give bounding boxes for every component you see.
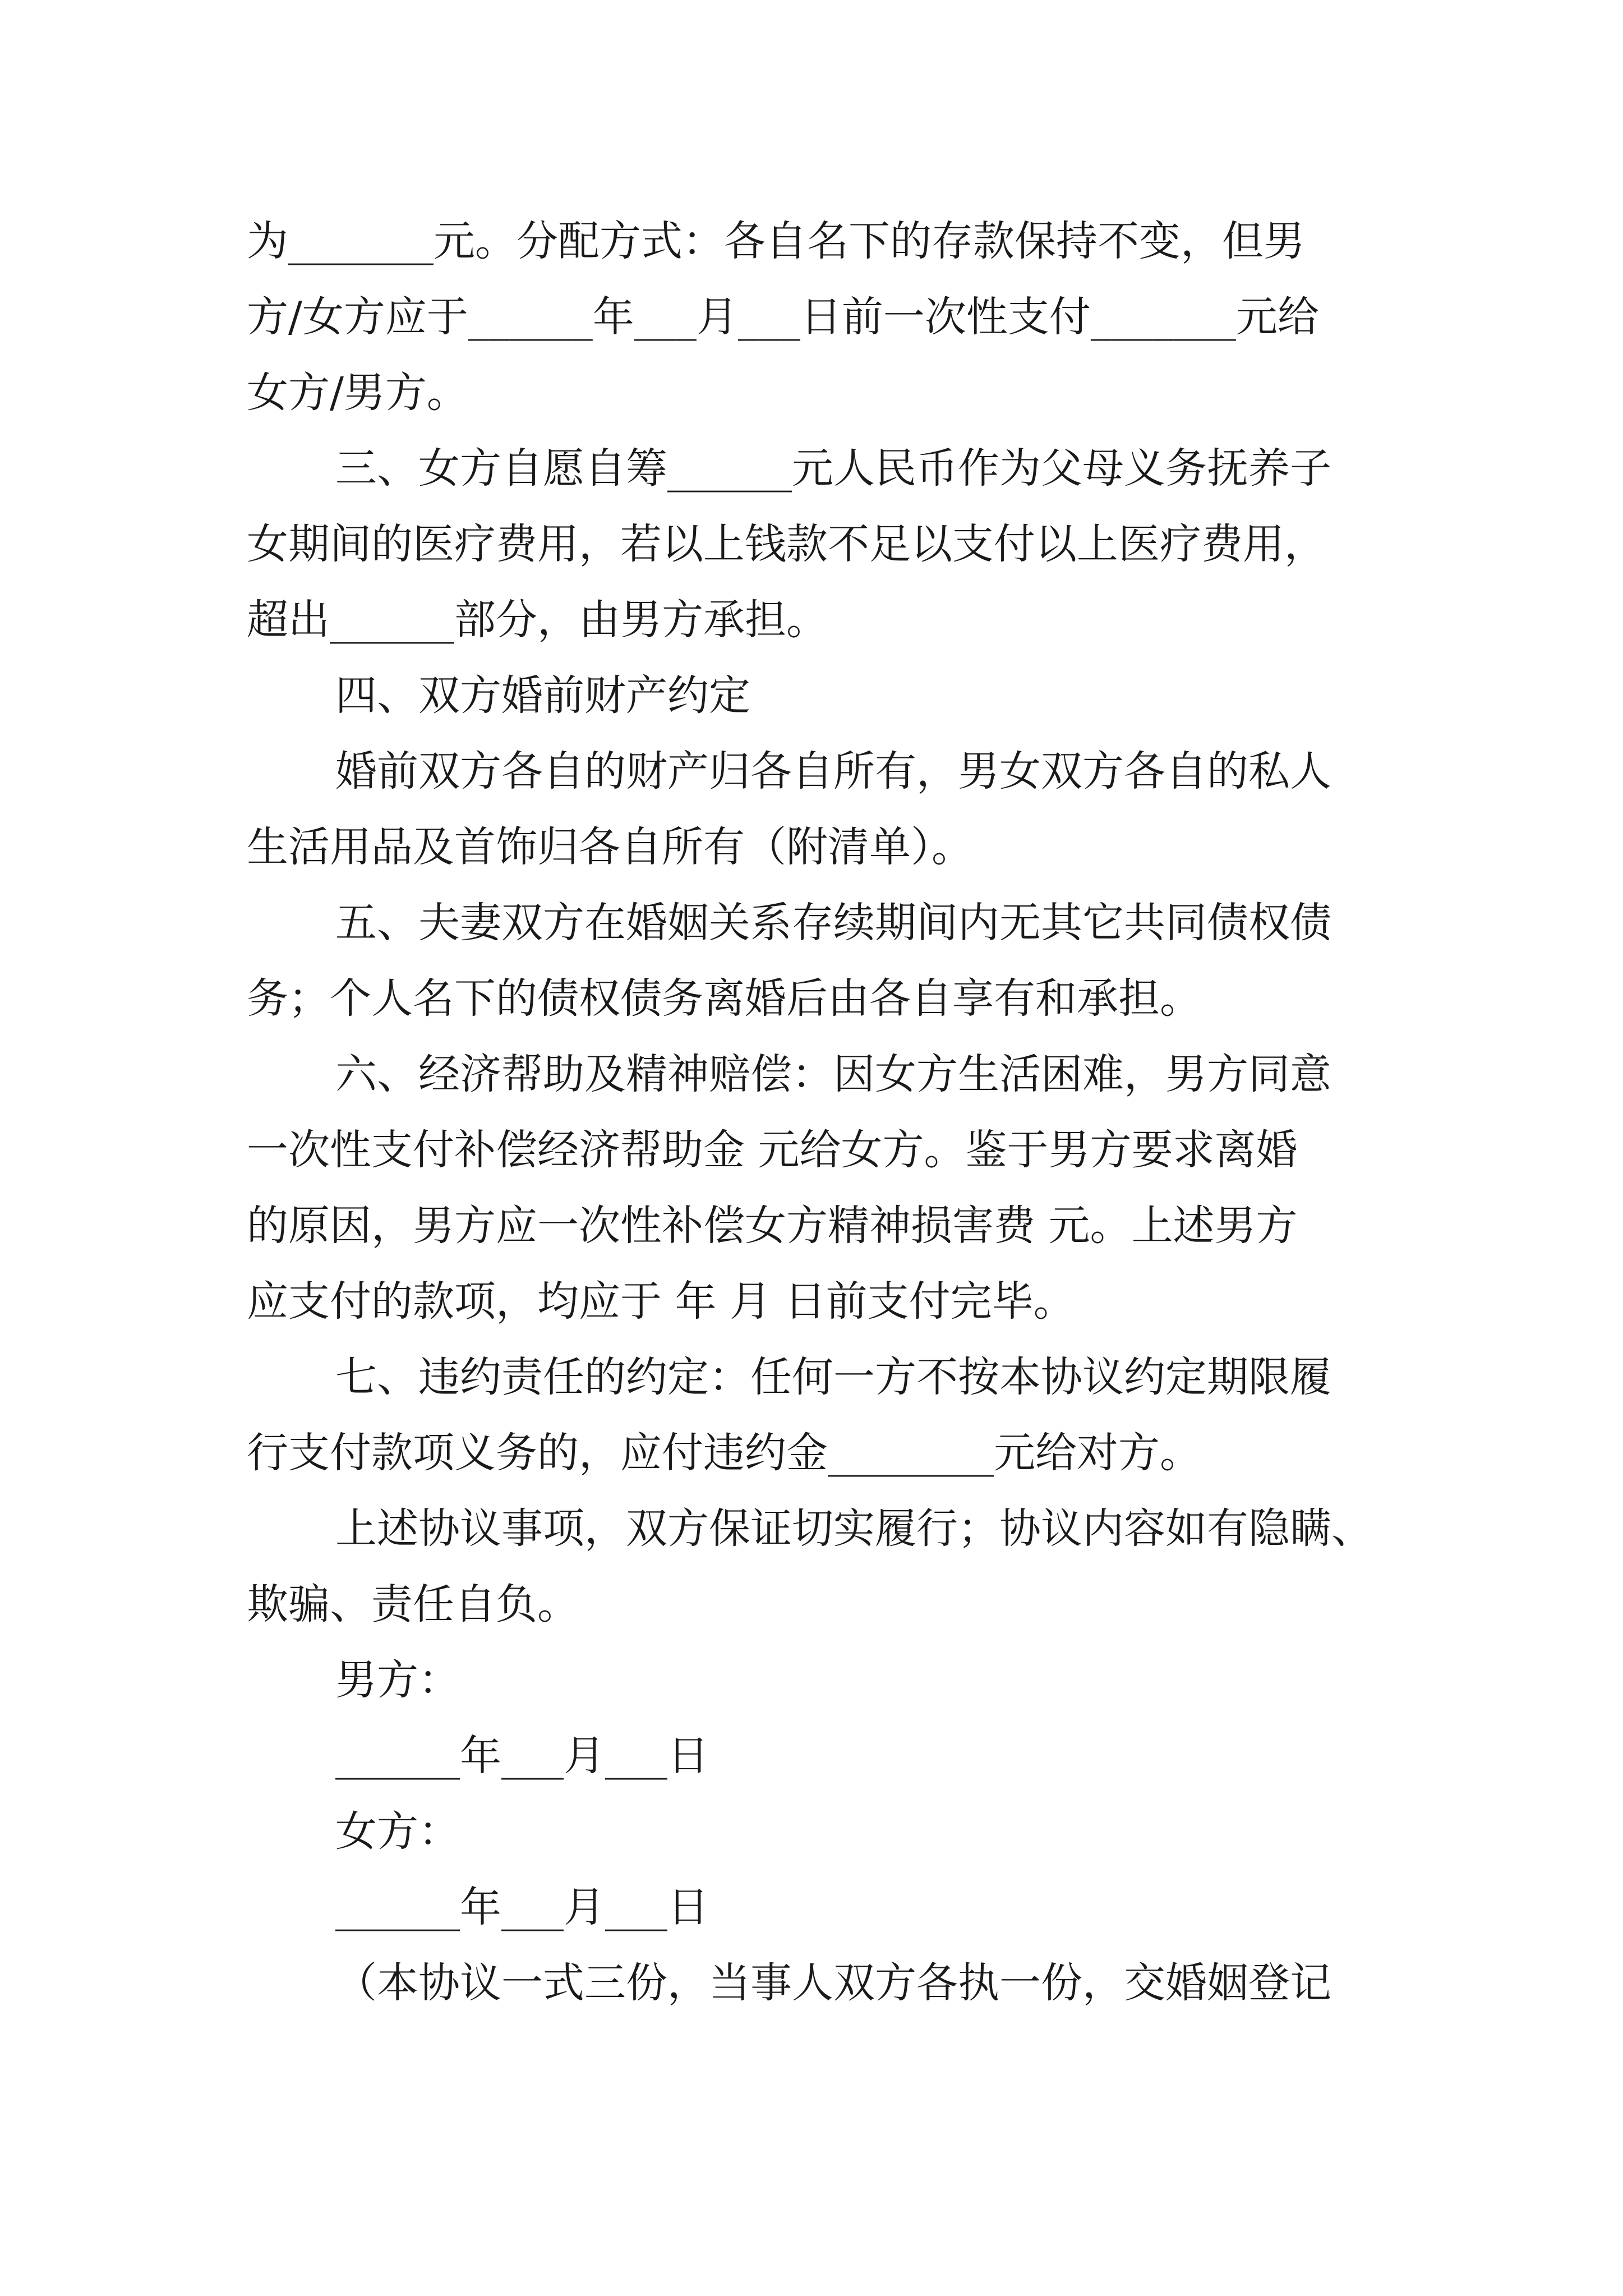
text-line: 生活用品及首饰归各自所有（附清单）。 bbox=[247, 823, 973, 871]
text-line: 行支付款项义务的，应付违约金________元给对方。 bbox=[247, 1429, 1201, 1477]
text-line: 一次性支付补偿经济帮助金 元给女方。鉴于男方要求离婚 bbox=[247, 1126, 1298, 1174]
text-line: 欺骗、责任自负。 bbox=[247, 1580, 579, 1628]
text-line: 七、违约责任的约定：任何一方不按本协议约定期限履 bbox=[335, 1353, 1331, 1401]
text-line: 三、女方自愿自筹______元人民币作为父母义务抚养子 bbox=[335, 444, 1331, 493]
text-line: 应支付的款项，均应于 年 月 日前支付完毕。 bbox=[247, 1277, 1075, 1326]
section-heading: 四、双方婚前财产约定 bbox=[335, 671, 750, 720]
signature-date-female: ______年___月___日 bbox=[335, 1883, 709, 1931]
text-line: （本协议一式三份，当事人双方各执一份，交婚姻登记 bbox=[335, 1959, 1331, 2007]
text-line: 的原因，男方应一次性补偿女方精神损害费 元。上述男方 bbox=[247, 1202, 1298, 1250]
text-line: 女方/男方。 bbox=[247, 369, 468, 417]
signature-label-female: 女方： bbox=[335, 1807, 460, 1856]
text-line: 超出______部分，由男方承担。 bbox=[247, 596, 828, 644]
text-line: 五、夫妻双方在婚姻关系存续期间内无其它共同债权债 bbox=[335, 899, 1331, 947]
text-line: 女期间的医疗费用，若以上钱款不足以支付以上医疗费用， bbox=[247, 520, 1326, 568]
text-line: 婚前双方各自的财产归各自所有，男女双方各自的私人 bbox=[335, 747, 1331, 795]
text-line: 务；个人名下的债权债务离婚后由各自享有和承担。 bbox=[247, 974, 1201, 1023]
signature-date-male: ______年___月___日 bbox=[335, 1732, 709, 1780]
text-line: 方/女方应于______年___月___日前一次性支付_______元给 bbox=[247, 293, 1319, 341]
text-line: 为_______元。分配方式：各自名下的存款保持不变，但男 bbox=[247, 217, 1305, 265]
text-line: 六、经济帮助及精神赔偿：因女方生活困难，男方同意 bbox=[335, 1050, 1331, 1098]
signature-label-male: 男方： bbox=[335, 1656, 460, 1704]
text-line: 上述协议事项，双方保证切实履行；协议内容如有隐瞒、 bbox=[335, 1504, 1373, 1553]
